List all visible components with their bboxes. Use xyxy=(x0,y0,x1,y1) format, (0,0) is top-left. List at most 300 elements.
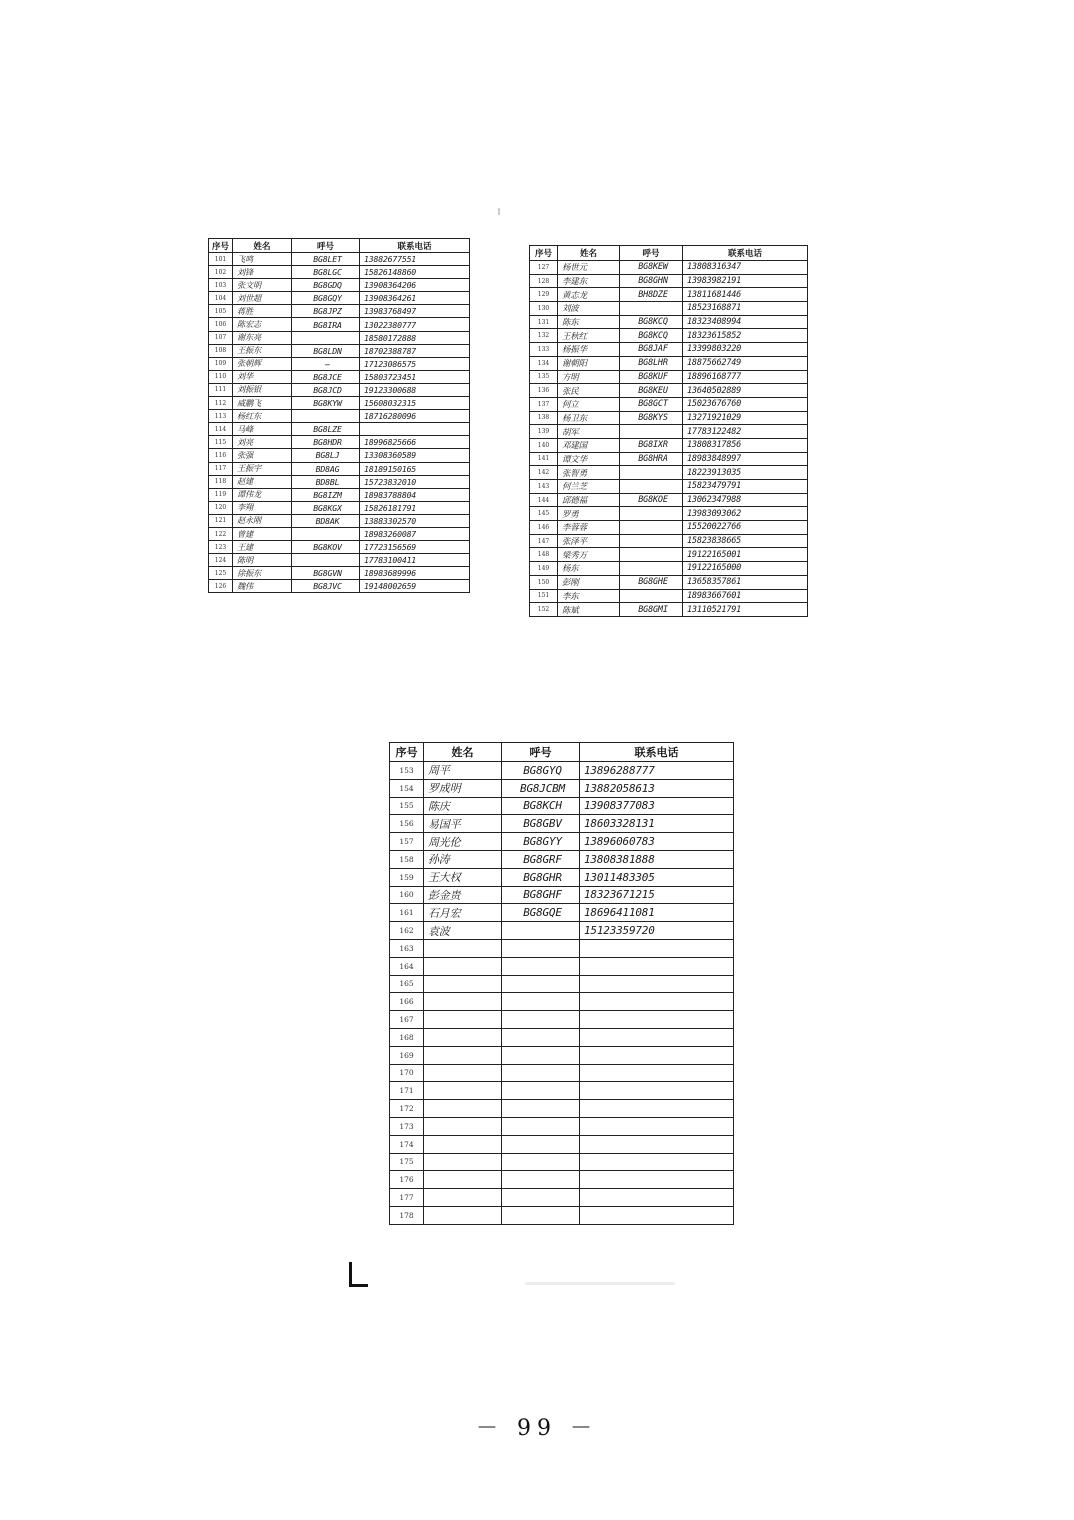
row-seq: 111 xyxy=(209,383,233,396)
row-name: 陈斌 xyxy=(558,603,620,617)
row-callsign xyxy=(502,1171,580,1189)
row-seq: 173 xyxy=(390,1117,424,1135)
table-row xyxy=(209,383,470,396)
row-callsign: BG8KCQ xyxy=(620,315,683,329)
row-name: 陈宏志 xyxy=(233,318,292,331)
row-name: 邓建国 xyxy=(558,438,620,452)
row-phone xyxy=(360,423,470,436)
row-callsign: BG8GHF xyxy=(502,886,580,904)
row-seq: 156 xyxy=(390,815,424,833)
row-seq: 104 xyxy=(209,292,233,305)
row-phone: 18702388787 xyxy=(360,344,470,357)
row-name xyxy=(424,1171,502,1189)
row-phone: 13011483305 xyxy=(580,868,734,886)
table-row xyxy=(530,411,808,425)
table-row xyxy=(390,1064,734,1082)
row-callsign: BG8KCH xyxy=(502,797,580,815)
row-phone: 19122165000 xyxy=(683,562,808,576)
row-callsign: BG8GBV xyxy=(502,815,580,833)
row-seq: 162 xyxy=(390,922,424,940)
row-callsign: BG8GQE xyxy=(502,904,580,922)
table-row xyxy=(530,534,808,548)
row-phone: 15826148860 xyxy=(360,266,470,279)
row-phone: 13808381888 xyxy=(580,850,734,868)
row-name: 何兰芝 xyxy=(558,480,620,494)
row-seq: 144 xyxy=(530,493,558,507)
row-seq: 168 xyxy=(390,1028,424,1046)
table-row xyxy=(390,975,734,993)
row-seq: 151 xyxy=(530,589,558,603)
row-phone: 18603328131 xyxy=(580,815,734,833)
row-callsign xyxy=(502,939,580,957)
register-sheet-2 xyxy=(529,245,808,617)
table-row xyxy=(209,423,470,436)
row-callsign xyxy=(620,548,683,562)
row-seq: 159 xyxy=(390,868,424,886)
row-name: 孙涛 xyxy=(424,850,502,868)
row-name: 杨世元 xyxy=(558,261,620,275)
row-name: 方明 xyxy=(558,370,620,384)
table-row xyxy=(530,329,808,343)
row-name: 易国平 xyxy=(424,815,502,833)
row-name: 李翔 xyxy=(233,501,292,514)
row-seq: 101 xyxy=(209,253,233,266)
table-row xyxy=(209,449,470,462)
table-row xyxy=(390,1135,734,1153)
row-phone: 19123300688 xyxy=(360,383,470,396)
row-phone: 18323408994 xyxy=(683,315,808,329)
col-header-callsign: 呼号 xyxy=(502,743,580,762)
row-phone: 13640502889 xyxy=(683,384,808,398)
table-row xyxy=(390,1082,734,1100)
row-name: 马峰 xyxy=(233,423,292,436)
table-row xyxy=(209,331,470,344)
row-phone: 13658357861 xyxy=(683,575,808,589)
row-phone: 13808317856 xyxy=(683,438,808,452)
row-callsign xyxy=(502,922,580,940)
row-callsign xyxy=(620,507,683,521)
table-row xyxy=(390,1011,734,1029)
row-seq: 107 xyxy=(209,331,233,344)
row-seq: 174 xyxy=(390,1135,424,1153)
row-name xyxy=(424,1206,502,1224)
row-callsign: BG8KGX xyxy=(292,501,360,514)
row-phone xyxy=(580,1171,734,1189)
row-name: 杨红东 xyxy=(233,410,292,423)
row-name xyxy=(424,957,502,975)
row-phone: 18323615852 xyxy=(683,329,808,343)
row-callsign: BG8GHN xyxy=(620,274,683,288)
table-row xyxy=(530,302,808,316)
page-number: － 99 － xyxy=(476,1416,598,1441)
table-row xyxy=(390,815,734,833)
row-phone xyxy=(580,1117,734,1135)
table-row xyxy=(530,548,808,562)
row-seq: 163 xyxy=(390,939,424,957)
row-name xyxy=(424,975,502,993)
row-name: 陈东 xyxy=(558,315,620,329)
row-seq: 122 xyxy=(209,527,233,540)
row-callsign: BG8GCT xyxy=(620,397,683,411)
col-header-seq: 序号 xyxy=(209,239,233,253)
row-callsign: BG8LGC xyxy=(292,266,360,279)
row-phone: 17123086575 xyxy=(360,357,470,370)
row-name: 刘亮 xyxy=(233,436,292,449)
row-callsign xyxy=(620,534,683,548)
row-phone: 15823479791 xyxy=(683,480,808,494)
row-phone: 17783100411 xyxy=(360,554,470,567)
row-name: 彭金贵 xyxy=(424,886,502,904)
table-row xyxy=(209,279,470,292)
row-name: 谭伟龙 xyxy=(233,488,292,501)
row-callsign: BG8IZM xyxy=(292,488,360,501)
row-phone: 13983768497 xyxy=(360,305,470,318)
row-callsign: BG8LJ xyxy=(292,449,360,462)
row-phone: 13983982191 xyxy=(683,274,808,288)
row-name: 王振东 xyxy=(233,344,292,357)
row-phone: 18580172888 xyxy=(360,331,470,344)
row-phone: 18996825666 xyxy=(360,436,470,449)
row-seq: 135 xyxy=(530,370,558,384)
row-phone xyxy=(580,1100,734,1118)
row-name: 李蓉蓉 xyxy=(558,521,620,535)
row-callsign: BG8LDN xyxy=(292,344,360,357)
row-name: 赵建 xyxy=(233,475,292,488)
table-row xyxy=(209,253,470,266)
row-seq: 161 xyxy=(390,904,424,922)
row-name: 胡军 xyxy=(558,425,620,439)
row-name xyxy=(424,1153,502,1171)
row-seq: 119 xyxy=(209,488,233,501)
row-seq: 125 xyxy=(209,567,233,580)
row-seq: 131 xyxy=(530,315,558,329)
register-table-3 xyxy=(389,742,734,1225)
row-name xyxy=(424,1189,502,1207)
row-callsign: BG8KUF xyxy=(620,370,683,384)
row-callsign: BG8JCBM xyxy=(502,779,580,797)
row-phone: 13883302570 xyxy=(360,514,470,527)
row-phone: 13271921029 xyxy=(683,411,808,425)
table-row xyxy=(390,993,734,1011)
row-phone: 13908377083 xyxy=(580,797,734,815)
row-callsign: BG8LET xyxy=(292,253,360,266)
row-callsign: BG8GDQ xyxy=(292,279,360,292)
row-seq: 157 xyxy=(390,833,424,851)
row-seq: 160 xyxy=(390,886,424,904)
row-callsign xyxy=(502,993,580,1011)
row-name: 周光伦 xyxy=(424,833,502,851)
row-name xyxy=(424,1064,502,1082)
table-row xyxy=(530,575,808,589)
row-name: 王大权 xyxy=(424,868,502,886)
row-phone: 18223913035 xyxy=(683,466,808,480)
table-row xyxy=(390,868,734,886)
row-seq: 150 xyxy=(530,575,558,589)
header-row xyxy=(209,239,470,253)
row-seq: 155 xyxy=(390,797,424,815)
row-seq: 113 xyxy=(209,410,233,423)
row-callsign xyxy=(502,1082,580,1100)
row-callsign xyxy=(620,302,683,316)
col-header-name: 姓名 xyxy=(424,743,502,762)
table-row xyxy=(390,922,734,940)
row-phone: 19122165001 xyxy=(683,548,808,562)
row-phone: 15823838665 xyxy=(683,534,808,548)
row-phone xyxy=(580,1206,734,1224)
table-row xyxy=(390,939,734,957)
scan-smudge xyxy=(525,1282,675,1285)
row-phone: 18323671215 xyxy=(580,886,734,904)
row-seq: 143 xyxy=(530,480,558,494)
row-name: 黄志龙 xyxy=(558,288,620,302)
table-row xyxy=(390,833,734,851)
row-seq: 140 xyxy=(530,438,558,452)
table-row xyxy=(209,292,470,305)
table-row xyxy=(390,1153,734,1171)
row-phone: 18983260087 xyxy=(360,527,470,540)
row-name: 杨卫东 xyxy=(558,411,620,425)
row-phone xyxy=(580,939,734,957)
table-row xyxy=(209,357,470,370)
row-seq: 130 xyxy=(530,302,558,316)
row-callsign: — xyxy=(292,357,360,370)
row-seq: 142 xyxy=(530,466,558,480)
row-name: 陈庆 xyxy=(424,797,502,815)
row-seq: 108 xyxy=(209,344,233,357)
row-callsign xyxy=(502,957,580,975)
row-name: 张民 xyxy=(558,384,620,398)
row-phone: 18696411081 xyxy=(580,904,734,922)
row-seq: 132 xyxy=(530,329,558,343)
table-row xyxy=(390,1189,734,1207)
row-seq: 116 xyxy=(209,449,233,462)
row-name: 徐振东 xyxy=(233,567,292,580)
row-phone xyxy=(580,975,734,993)
table-row xyxy=(530,507,808,521)
row-name xyxy=(424,993,502,1011)
row-callsign: BG8GMI xyxy=(620,603,683,617)
row-name: 飞鸣 xyxy=(233,253,292,266)
row-phone: 15520022766 xyxy=(683,521,808,535)
row-seq: 171 xyxy=(390,1082,424,1100)
row-phone: 13110521791 xyxy=(683,603,808,617)
row-callsign: BG8KOV xyxy=(292,541,360,554)
row-phone: 18875662749 xyxy=(683,356,808,370)
row-phone: 18716280096 xyxy=(360,410,470,423)
table-row xyxy=(390,1206,734,1224)
header-row xyxy=(530,246,808,261)
table-row xyxy=(209,410,470,423)
table-row xyxy=(390,797,734,815)
row-callsign xyxy=(292,331,360,344)
row-seq: 129 xyxy=(530,288,558,302)
row-seq: 118 xyxy=(209,475,233,488)
table-row xyxy=(390,1117,734,1135)
row-phone xyxy=(580,1153,734,1171)
row-name: 陈明 xyxy=(233,554,292,567)
row-name: 石月宏 xyxy=(424,904,502,922)
row-callsign: BG8KYS xyxy=(620,411,683,425)
table-row xyxy=(390,762,734,780)
row-seq: 154 xyxy=(390,779,424,797)
row-name: 杨振华 xyxy=(558,343,620,357)
row-name xyxy=(424,939,502,957)
row-callsign xyxy=(620,521,683,535)
row-name: 魏伟 xyxy=(233,580,292,593)
row-seq: 109 xyxy=(209,357,233,370)
row-callsign: BD8BL xyxy=(292,475,360,488)
table-row xyxy=(209,436,470,449)
row-phone: 13983093062 xyxy=(683,507,808,521)
row-name: 赵永刚 xyxy=(233,514,292,527)
row-phone xyxy=(580,993,734,1011)
table-row xyxy=(530,425,808,439)
row-phone: 13896288777 xyxy=(580,762,734,780)
table-row xyxy=(530,466,808,480)
row-phone xyxy=(580,1011,734,1029)
row-phone: 18983667601 xyxy=(683,589,808,603)
row-name: 王建 xyxy=(233,541,292,554)
table-row xyxy=(390,1046,734,1064)
register-sheet-1 xyxy=(208,238,470,593)
row-phone: 13308360589 xyxy=(360,449,470,462)
row-name: 刘波 xyxy=(558,302,620,316)
row-seq: 147 xyxy=(530,534,558,548)
table-row xyxy=(530,438,808,452)
row-seq: 138 xyxy=(530,411,558,425)
table-row xyxy=(390,779,734,797)
col-header-name: 姓名 xyxy=(233,239,292,253)
row-name: 杨东 xyxy=(558,562,620,576)
table-row xyxy=(530,562,808,576)
row-name: 周平 xyxy=(424,762,502,780)
row-seq: 176 xyxy=(390,1171,424,1189)
table-row xyxy=(530,397,808,411)
row-seq: 175 xyxy=(390,1153,424,1171)
row-phone: 13882677551 xyxy=(360,253,470,266)
row-seq: 110 xyxy=(209,370,233,383)
row-callsign: BG8HDR xyxy=(292,436,360,449)
col-header-phone: 联系电话 xyxy=(360,239,470,253)
table-row xyxy=(209,344,470,357)
row-callsign xyxy=(502,1064,580,1082)
row-phone: 15803723451 xyxy=(360,370,470,383)
table-row xyxy=(209,541,470,554)
row-seq: 172 xyxy=(390,1100,424,1118)
register-sheet-3 xyxy=(389,742,734,1225)
table-row xyxy=(209,514,470,527)
table-row xyxy=(530,343,808,357)
row-callsign: BG8GVN xyxy=(292,567,360,580)
row-callsign xyxy=(292,410,360,423)
row-phone: 13811681446 xyxy=(683,288,808,302)
row-callsign: BG8JCD xyxy=(292,383,360,396)
row-callsign xyxy=(502,1153,580,1171)
table-row xyxy=(209,475,470,488)
row-seq: 139 xyxy=(530,425,558,439)
col-header-phone: 联系电话 xyxy=(580,743,734,762)
table-row xyxy=(390,1028,734,1046)
row-seq: 177 xyxy=(390,1189,424,1207)
row-phone: 13022380777 xyxy=(360,318,470,331)
row-callsign: BG8JCE xyxy=(292,370,360,383)
row-callsign: BG8JPZ xyxy=(292,305,360,318)
row-seq: 117 xyxy=(209,462,233,475)
row-seq: 141 xyxy=(530,452,558,466)
table-row xyxy=(209,370,470,383)
table-row xyxy=(390,957,734,975)
row-name xyxy=(424,1100,502,1118)
row-seq: 153 xyxy=(390,762,424,780)
row-phone xyxy=(580,1064,734,1082)
row-phone: 13882058613 xyxy=(580,779,734,797)
table-row xyxy=(530,384,808,398)
row-callsign xyxy=(620,425,683,439)
table-row xyxy=(209,397,470,410)
row-name: 彭刚 xyxy=(558,575,620,589)
row-phone xyxy=(580,1135,734,1153)
row-seq: 148 xyxy=(530,548,558,562)
row-phone: 18523168871 xyxy=(683,302,808,316)
table-row xyxy=(530,356,808,370)
table-row xyxy=(530,521,808,535)
row-seq: 170 xyxy=(390,1064,424,1082)
table-row xyxy=(390,1171,734,1189)
table-row xyxy=(530,589,808,603)
row-name: 梁秀万 xyxy=(558,548,620,562)
table-row xyxy=(390,904,734,922)
row-seq: 114 xyxy=(209,423,233,436)
scan-speck xyxy=(498,208,500,215)
row-name: 威鹏飞 xyxy=(233,397,292,410)
row-phone xyxy=(580,1082,734,1100)
row-name: 曾建 xyxy=(233,527,292,540)
row-phone: 18983788804 xyxy=(360,488,470,501)
row-seq: 136 xyxy=(530,384,558,398)
table-row xyxy=(209,554,470,567)
row-seq: 102 xyxy=(209,266,233,279)
row-phone: 17783122482 xyxy=(683,425,808,439)
table-row xyxy=(209,501,470,514)
row-name xyxy=(424,1028,502,1046)
register-table-1 xyxy=(208,238,470,593)
col-header-seq: 序号 xyxy=(530,246,558,261)
table-row xyxy=(209,318,470,331)
row-name: 袁波 xyxy=(424,922,502,940)
row-seq: 137 xyxy=(530,397,558,411)
row-seq: 127 xyxy=(530,261,558,275)
table-row xyxy=(530,603,808,617)
row-name: 刘振银 xyxy=(233,383,292,396)
row-callsign xyxy=(620,466,683,480)
row-callsign: BG8GHE xyxy=(620,575,683,589)
col-header-name: 姓名 xyxy=(558,246,620,261)
row-name: 刘世超 xyxy=(233,292,292,305)
row-phone: 15023676760 xyxy=(683,397,808,411)
row-callsign xyxy=(502,1189,580,1207)
row-callsign: BG8GQY xyxy=(292,292,360,305)
row-seq: 152 xyxy=(530,603,558,617)
table-row xyxy=(530,493,808,507)
row-callsign: BG8GYQ xyxy=(502,762,580,780)
row-seq: 146 xyxy=(530,521,558,535)
row-name: 罗勇 xyxy=(558,507,620,521)
row-seq: 149 xyxy=(530,562,558,576)
row-phone xyxy=(580,1189,734,1207)
row-phone xyxy=(580,1046,734,1064)
row-seq: 126 xyxy=(209,580,233,593)
row-callsign: BH8DZE xyxy=(620,288,683,302)
